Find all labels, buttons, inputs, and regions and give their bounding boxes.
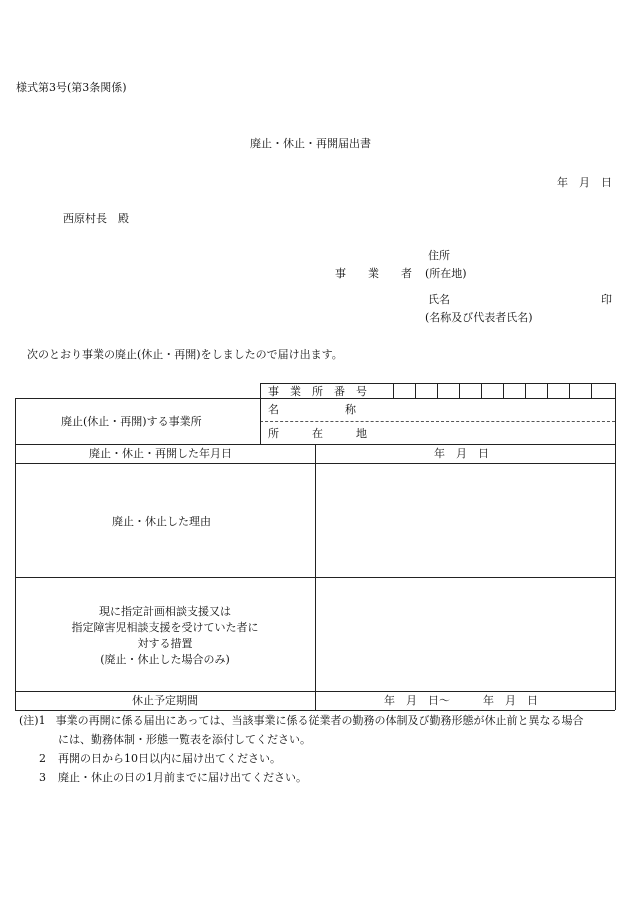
note-1-continued: には、勤務体制・形態一覧表を添付してください。 <box>58 733 311 746</box>
form-number: 様式第3号(第3条関係) <box>16 81 127 94</box>
note-text: 再開の日から10日以内に届け出てください。 <box>58 752 281 765</box>
measures-label <box>15 604 315 668</box>
measures-line: 対する措置 <box>137 636 193 650</box>
note-3 <box>39 772 307 783</box>
measures-line: 現に指定計画相談支援又は <box>99 605 231 618</box>
measures-line: 指定障害児相談支援を受けていた者に <box>71 620 259 634</box>
period-label: 休止予定期間 <box>132 694 198 707</box>
statement: 次のとおり事業の廃止(休止・再開)をしましたので届け出ます。 <box>27 348 343 361</box>
date-value: 年 月 日 <box>434 447 489 460</box>
note-text: 事業の再開に係る届出にあっては、当該事業に係る従業者の勤務の体制及び勤務形態が休止前と異なる場合 <box>55 714 584 727</box>
office-location-label: 所 在 地 <box>268 427 367 440</box>
note-number: 1 <box>38 714 46 727</box>
document-title: 廃止・休止・再開届出書 <box>250 137 371 150</box>
office-label: 廃止(休止・再開)する事業所 <box>61 415 202 428</box>
seal-mark: 印 <box>601 293 612 306</box>
office-name-label: 名 称 <box>268 403 356 416</box>
office-number-label: 事 業 所 番 号 <box>268 385 367 398</box>
notes-label: (注) <box>19 714 39 727</box>
operator-label: 事 業 者 <box>335 267 412 280</box>
addressee: 西原村長 殿 <box>63 212 129 225</box>
address-label: 住所 <box>428 249 450 262</box>
note-text: 廃止・休止の日の1月前までに届け出てください。 <box>58 771 307 784</box>
date-label: 廃止・休止・再開した年月日 <box>89 447 232 460</box>
measures-line: (廃止・休止した場合のみ) <box>100 652 230 666</box>
name-label: 氏名 <box>428 293 450 306</box>
reason-label: 廃止・休止した理由 <box>112 515 211 528</box>
address-note: (所在地) <box>425 267 467 280</box>
note-1 <box>19 715 583 726</box>
period-value: 年 月 日～ 年 月 日 <box>384 694 538 707</box>
note-number: 2 <box>39 752 46 765</box>
note-number: 3 <box>39 771 46 784</box>
name-note: (名称及び代表者氏名) <box>425 311 533 324</box>
note-2 <box>39 753 281 764</box>
submission-date: 年 月 日 <box>557 176 612 189</box>
